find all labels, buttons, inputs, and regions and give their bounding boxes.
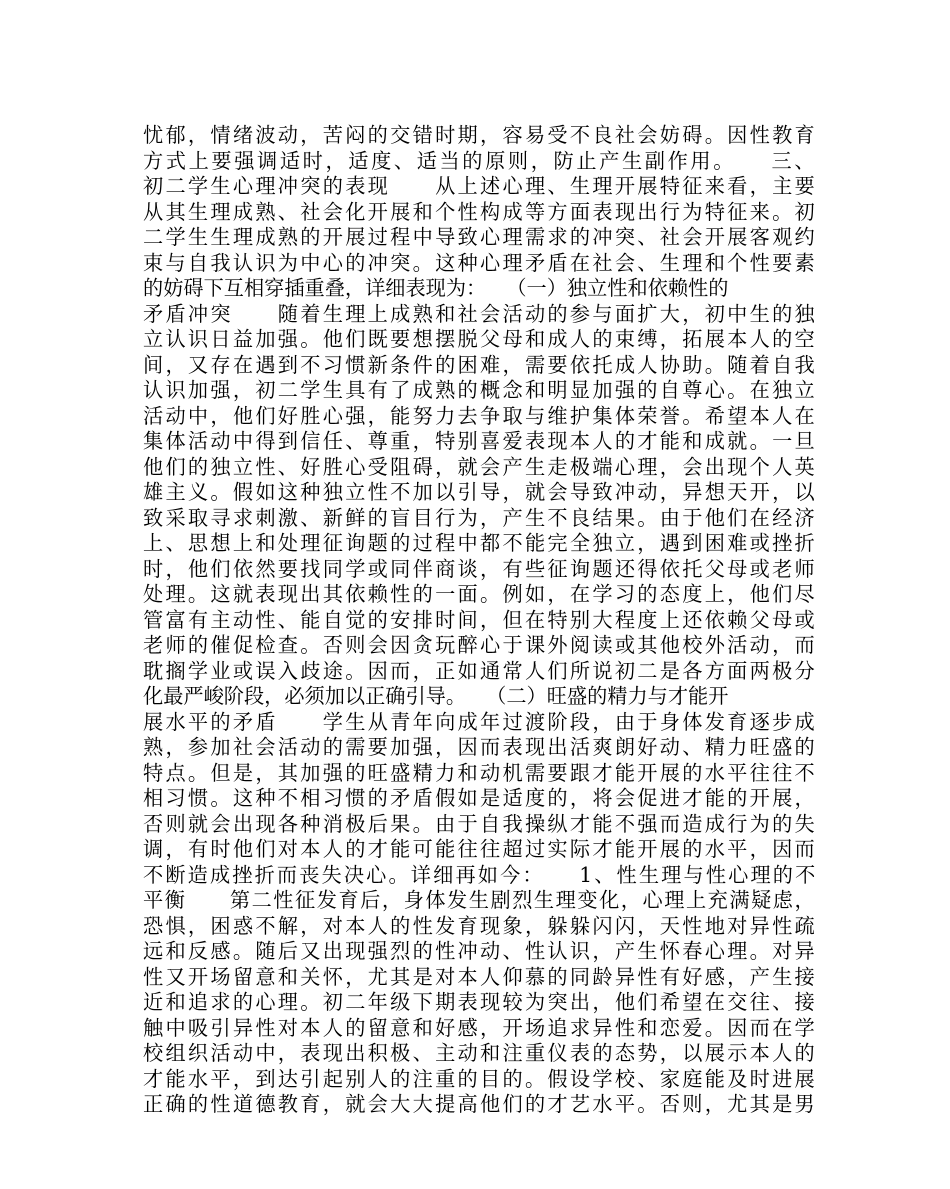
- text-line: 立认识日益加强。他们既要想摆脱父母和成人的束缚，拓展本人的空: [143, 327, 818, 351]
- text-line: 老师的催促检查。否则会因贪玩醉心于课外阅读或其他校外活动，而: [143, 633, 818, 657]
- text-line: 校组织活动中，表现出积极、主动和注重仪表的态势，以展示本人的: [143, 1041, 818, 1065]
- text-line: 才能水平，到达引起别人的注重的目的。假设学校、家庭能及时进展: [143, 1066, 818, 1091]
- text-line: 近和追求的心理。初二年级下期表现较为突出，他们希望在交往、接: [143, 990, 818, 1014]
- text-line: 耽搁学业或误入歧途。因而，正如通常人们所说初二是各方面两极分: [143, 658, 818, 683]
- text-line: 从其生理成熟、社会化开展和个性构成等方面表现出行为特征来。初: [143, 199, 818, 224]
- text-line: 二学生生理成熟的开展过程中导致心理需求的冲突、社会开展客观约: [143, 225, 818, 249]
- text-line: 展水平的矛盾 学生从青年向成年过渡阶段，由于身体发育逐步成: [143, 709, 818, 734]
- text-line: 熟，参加社会活动的需要加强，因而表现出活爽朗好动、精力旺盛的: [143, 735, 818, 759]
- text-line: 活动中，他们好胜心强，能努力去争取与维护集体荣誉。希望本人在: [143, 403, 818, 428]
- text-line: 束与自我认识为中心的冲突。这种心理矛盾在社会、生理和个性要素: [143, 250, 818, 275]
- text-line: 雄主义。假如这种独立性不加以引导，就会导致冲动，异想天开，以: [143, 480, 818, 504]
- text-line: 相习惯。这种不相习惯的矛盾假如是适度的，将会促进才能的开展，: [143, 786, 818, 810]
- text-line: 的妨碍下互相穿插重叠，详细表现为： （一）独立性和依赖性的: [143, 276, 729, 300]
- text-line: 触中吸引异性对本人的留意和好感，开场追求异性和恋爱。因而在学: [143, 1015, 818, 1040]
- text-line: 恐惧，困惑不解，对本人的性发育现象，躲躲闪闪，天性地对异性疏: [143, 913, 818, 938]
- text-line: 他们的独立性、好胜心受阻碍，就会产生走极端心理，会出现个人英: [143, 454, 818, 479]
- text-line: 时，他们依然要找同学或同伴商谈，有些征询题还得依托父母或老师: [143, 556, 818, 581]
- text-line: 平衡 第二性征发育后，身体发生剧烈生理变化，心理上充满疑虑，: [143, 888, 817, 912]
- text-line: 正确的性道德教育，就会大大提高他们的才艺水平。否则，尤其是男: [143, 1092, 818, 1116]
- body-text: [143, 123, 818, 1118]
- text-line: 矛盾冲突 随着生理上成熟和社会活动的参与面扩大，初中生的独: [143, 301, 818, 326]
- text-line: 特点。但是，其加强的旺盛精力和动机需要跟才能开展的水平往往不: [143, 760, 818, 785]
- text-line: 否则就会出现各种消极后果。由于自我操纵才能不强而造成行为的失: [143, 811, 818, 836]
- text-line: 致采取寻求刺激、新鲜的盲目行为，产生不良结果。由于他们在经济: [143, 505, 818, 530]
- text-line: 调，有时他们对本人的才能可能往往超过实际才能开展的水平，因而: [143, 837, 818, 861]
- text-line: 初二学生心理冲突的表现 从上述心理、生理开展特征来看，主要: [143, 174, 818, 198]
- text-line: 上、思想上和处理征询题的过程中都不能完全独立，遇到困难或挫折: [143, 531, 818, 555]
- text-line: 性又开场留意和关怀，尤其是对本人仰慕的同龄异性有好感，产生接: [143, 964, 818, 989]
- text-line: 认识加强，初二学生具有了成熟的概念和明显加强的自尊心。在独立: [143, 378, 818, 402]
- text-line: 方式上要强调适时，适度、适当的原则，防止产生副作用。 三、: [143, 148, 818, 173]
- text-line: 管富有主动性、能自觉的安排时间，但在特别大程度上还依赖父母或: [143, 607, 818, 632]
- text-line: 不断造成挫折而丧失决心。详细再如今： 1、性生理与性心理的不: [143, 862, 818, 887]
- text-line: 间，又存在遇到不习惯新条件的困难，需要依托成人协助。随着自我: [143, 352, 818, 377]
- text-line: 远和反感。随后又出现强烈的性冲动、性认识，产生怀春心理。对异: [143, 939, 818, 963]
- text-line: 化最严峻阶段，必须加以正确引导。 （二）旺盛的精力与才能开: [143, 684, 729, 708]
- text-line: 处理。这就表现出其依赖性的一面。例如，在学习的态度上，他们尽: [143, 582, 818, 606]
- text-line: 集体活动中得到信任、尊重，特别喜爱表现本人的才能和成就。一旦: [143, 429, 818, 453]
- text-line: 忧郁，情绪波动，苦闷的交错时期，容易受不良社会妨碍。因性教育: [143, 123, 818, 147]
